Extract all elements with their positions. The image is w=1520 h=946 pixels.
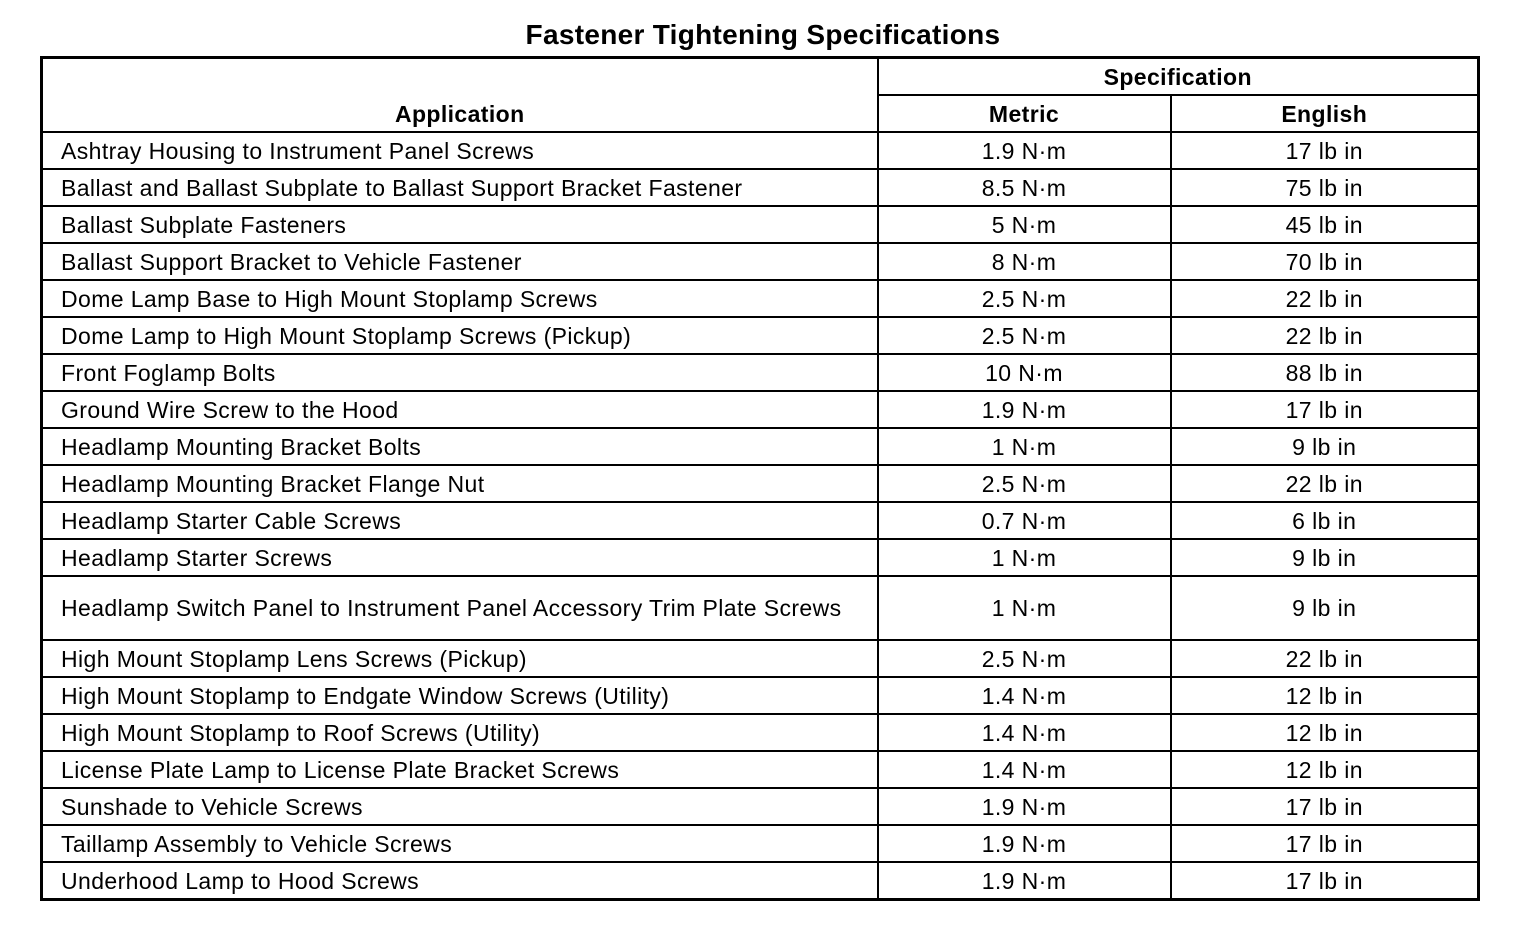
application-cell: High Mount Stoplamp Lens Screws (Pickup) <box>42 640 878 677</box>
metric-cell: 1.9 N·m <box>878 391 1171 428</box>
application-cell: High Mount Stoplamp to Endgate Window Screws (Utility) <box>42 677 878 714</box>
table-row <box>42 317 1479 354</box>
application-cell: Headlamp Switch Panel to Instrument Panel Accessory Trim Plate Screws <box>42 576 878 640</box>
metric-cell: 1 N·m <box>878 539 1171 576</box>
table-row <box>42 280 1479 317</box>
table-row <box>42 788 1479 825</box>
metric-cell: 1 N·m <box>878 576 1171 640</box>
english-cell: 17 lb in <box>1171 862 1479 900</box>
table-row <box>42 206 1479 243</box>
english-cell: 6 lb in <box>1171 502 1479 539</box>
application-cell: Headlamp Starter Screws <box>42 539 878 576</box>
metric-cell: 1.4 N·m <box>878 714 1171 751</box>
application-cell: Front Foglamp Bolts <box>42 354 878 391</box>
metric-cell: 0.7 N·m <box>878 502 1171 539</box>
metric-cell: 1 N·m <box>878 428 1171 465</box>
application-cell: Sunshade to Vehicle Screws <box>42 788 878 825</box>
english-cell: 22 lb in <box>1171 465 1479 502</box>
table-row <box>42 465 1479 502</box>
application-cell: Ballast Support Bracket to Vehicle Fastener <box>42 243 878 280</box>
application-cell: Ballast and Ballast Subplate to Ballast Support Bracket Fastener <box>42 169 878 206</box>
metric-cell: 1.9 N·m <box>878 825 1171 862</box>
table-row <box>42 428 1479 465</box>
table-row <box>42 576 1479 640</box>
table-row <box>42 132 1479 169</box>
application-cell: Dome Lamp to High Mount Stoplamp Screws (Pickup) <box>42 317 878 354</box>
table-row <box>42 714 1479 751</box>
table-row <box>42 354 1479 391</box>
metric-cell: 5 N·m <box>878 206 1171 243</box>
specification-column-header: Specification <box>878 58 1479 96</box>
application-cell: High Mount Stoplamp to Roof Screws (Utility) <box>42 714 878 751</box>
english-cell: 12 lb in <box>1171 751 1479 788</box>
metric-cell: 2.5 N·m <box>878 465 1171 502</box>
metric-cell: 1.4 N·m <box>878 677 1171 714</box>
english-cell: 17 lb in <box>1171 132 1479 169</box>
application-cell: License Plate Lamp to License Plate Bracket Screws <box>42 751 878 788</box>
english-cell: 12 lb in <box>1171 677 1479 714</box>
metric-cell: 10 N·m <box>878 354 1171 391</box>
english-cell: 17 lb in <box>1171 391 1479 428</box>
fastener-spec-table <box>40 56 1480 901</box>
metric-cell: 2.5 N·m <box>878 640 1171 677</box>
table-row <box>42 862 1479 900</box>
english-cell: 88 lb in <box>1171 354 1479 391</box>
english-cell: 22 lb in <box>1171 640 1479 677</box>
application-cell: Headlamp Mounting Bracket Flange Nut <box>42 465 878 502</box>
table-row <box>42 243 1479 280</box>
table-row <box>42 825 1479 862</box>
metric-cell: 1.4 N·m <box>878 751 1171 788</box>
application-column-header: Application <box>42 58 878 133</box>
application-cell: Headlamp Starter Cable Screws <box>42 502 878 539</box>
table-row <box>42 751 1479 788</box>
table-row <box>42 391 1479 428</box>
english-cell: 45 lb in <box>1171 206 1479 243</box>
application-cell: Ballast Subplate Fasteners <box>42 206 878 243</box>
table-row <box>42 677 1479 714</box>
metric-cell: 1.9 N·m <box>878 788 1171 825</box>
table-row <box>42 640 1479 677</box>
english-cell: 9 lb in <box>1171 428 1479 465</box>
metric-cell: 1.9 N·m <box>878 862 1171 900</box>
english-cell: 70 lb in <box>1171 243 1479 280</box>
english-cell: 17 lb in <box>1171 825 1479 862</box>
application-cell: Taillamp Assembly to Vehicle Screws <box>42 825 878 862</box>
english-cell: 9 lb in <box>1171 539 1479 576</box>
application-cell: Dome Lamp Base to High Mount Stoplamp Screws <box>42 280 878 317</box>
english-cell: 9 lb in <box>1171 576 1479 640</box>
english-cell: 22 lb in <box>1171 280 1479 317</box>
metric-cell: 2.5 N·m <box>878 317 1171 354</box>
application-cell: Ground Wire Screw to the Hood <box>42 391 878 428</box>
metric-cell: 8 N·m <box>878 243 1171 280</box>
english-cell: 75 lb in <box>1171 169 1479 206</box>
english-cell: 17 lb in <box>1171 788 1479 825</box>
table-row <box>42 502 1479 539</box>
english-cell: 22 lb in <box>1171 317 1479 354</box>
table-row <box>42 169 1479 206</box>
table-row <box>42 539 1479 576</box>
metric-cell: 8.5 N·m <box>878 169 1171 206</box>
metric-column-header: Metric <box>878 95 1171 132</box>
page-title: Fastener Tightening Specifications <box>525 19 1001 50</box>
application-cell: Underhood Lamp to Hood Screws <box>42 862 878 900</box>
english-column-header: English <box>1171 95 1479 132</box>
metric-cell: 2.5 N·m <box>878 280 1171 317</box>
english-cell: 12 lb in <box>1171 714 1479 751</box>
metric-cell: 1.9 N·m <box>878 132 1171 169</box>
application-cell: Ashtray Housing to Instrument Panel Screws <box>42 132 878 169</box>
application-cell: Headlamp Mounting Bracket Bolts <box>42 428 878 465</box>
